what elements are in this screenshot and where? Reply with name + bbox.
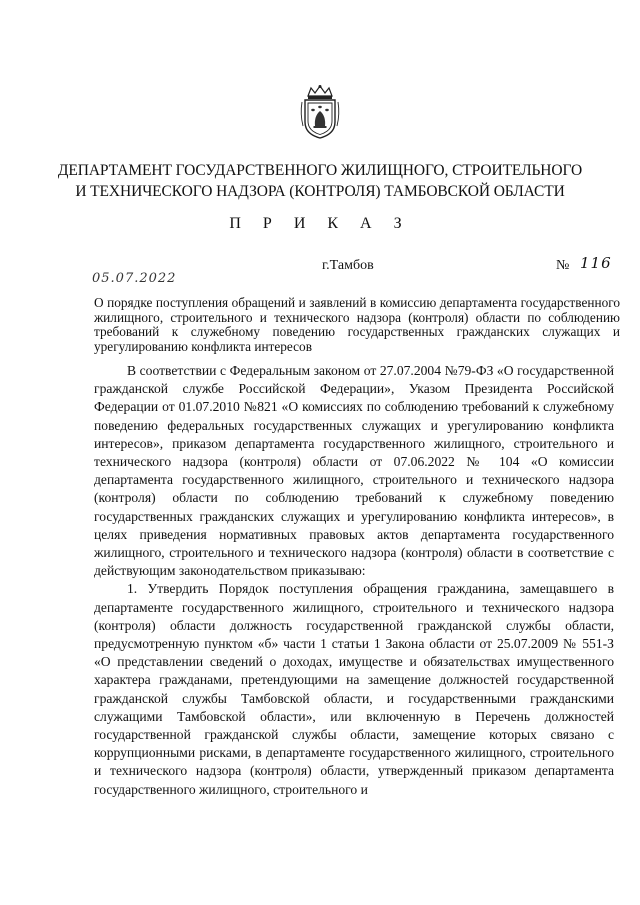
- tambov-coat-of-arms-icon: [299, 84, 341, 140]
- document-type-title: П Р И К А З: [229, 215, 411, 232]
- department-name-line2: И ТЕХНИЧЕСКОГО НАДЗОРА (КОНТРОЛЯ) ТАМБОВСКОЙ ОБЛАСТИ: [75, 183, 565, 200]
- department-name-line1: ДЕПАРТАМЕНТ ГОСУДАРСТВЕННОГО ЖИЛИЩНОГО, СТРОИТЕЛЬНОГО: [57, 162, 583, 179]
- preamble-paragraph: В соответствии с Федеральным законом от 27.07.2004 №79-ФЗ «О государственной гражданской службе Российской Федерации», Указом Президента Российской Федерации от 01.07.2010 №821 «О комиссиях по соблюдению требований к служебному поведению федеральных государственных служащих и урегулированию конфликта интересов», приказом департамента государственного жилищного, строительного и технического надзора (контроля) области от 07.06.2022 № 104 «О комиссии департамента государственного жилищного, строительного и технического надзора (контроля) области по соблюдению требований к служебному поведению государственных гражданских служащих и урегулированию конфликта интересов», в целях приведения нормативных правовых актов департамента государственного жилищного, строительного и технического надзора (контроля) области в соответствие с действующим законодательством приказываю:: [94, 363, 614, 579]
- order-body: [94, 362, 614, 799]
- order-number-handwritten: 116: [580, 254, 612, 272]
- order-date-handwritten: 05.07.2022: [92, 271, 177, 286]
- place-of-issue: г.Тамбов: [322, 258, 374, 273]
- department-name: [40, 160, 600, 202]
- order-subject: О порядке поступления обращений и заявлений в комиссию департамента государственного жилищного, строительного и технического надзора (контроля) области по соблюдению требований к служебному поведению государственных гражданских служащих и урегулированию конфликта интересов: [94, 295, 620, 354]
- order-number-label: №: [556, 258, 570, 273]
- clause-1-paragraph: 1. Утвердить Порядок поступления обращения гражданина, замещавшего в департаменте государственного жилищного, строительного и технического надзора (контроля) области должность государственной гражданской службы области, предусмотренную пунктом «б» части 1 статьи 1 Закона области от 25.07.2009 № 551-З «О представлении сведений о доходах, имуществе и обязательствах имущественного характера гражданами, претендующими на замещение должностей государственной гражданской службы Тамбовской области, и государственными гражданскими служащими Тамбовской области», или включенную в Перечень должностей государственной гражданской службы области, замещение которых связано с коррупционными рисками, в департаменте государственного жилищного, строительного и технического надзора (контроля) области, утвержденный приказом департамента государственного жилищного, строительного и: [94, 581, 614, 797]
